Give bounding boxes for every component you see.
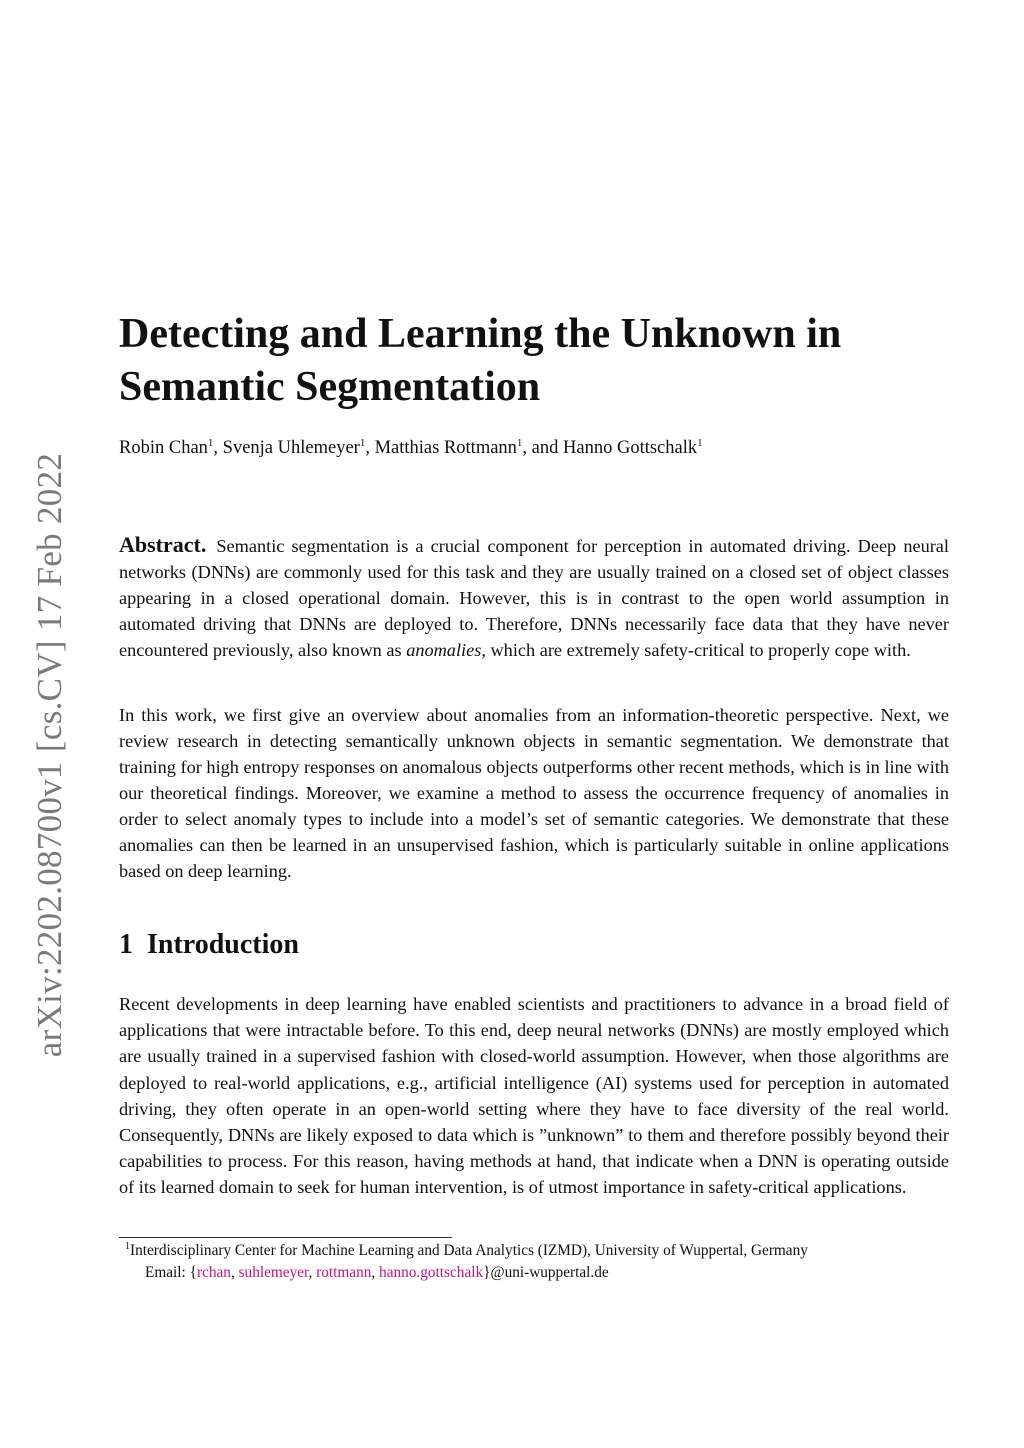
section-heading-introduction — [119, 927, 299, 963]
footnote — [125, 1240, 949, 1284]
footnote-affiliation: $^1$Interdisciplinary Center for Machine Learning and Data Analytics (IZMD), University of Wuppertal, Germany — [125, 1241, 808, 1259]
footnote-emails: Email: {rchan, suhlemeyer, rottmann, hanno.gottschalk}@uni-wuppertal.de — [145, 1264, 609, 1281]
abstract-paragraph-2: In this work, we first give an overview about anomalies from an information-theoretic perspective. Next, we review research in detecting semantically unknown objects in semantic segmentation. We demonstrate that training for high entropy responses on anomalous objects outperforms other recent methods, which is in line with our theoretical findings. Moreover, we examine a method to assess the occurrence frequency of anomalies in order to select anomaly types to include into a model’s set of semantic categories. We demonstrate that these anomalies can then be learned in an unsupervised fashion, which is particularly suitable in online applications based on deep learning. — [119, 705, 949, 881]
abstract-label: Abstract. — [119, 532, 207, 557]
author: Svenja Uhlemeyer$^1$ — [222, 437, 366, 458]
email-link-suhlemeyer[interactable]: suhlemeyer — [238, 1264, 309, 1281]
intro-paragraph: Recent developments in deep learning have enabled scientists and practitioners to advance in a broad field of applications that were intractable before. To this end, deep neural networks (DNNs) are mostly employed which are usually trained in a supervised fashion with closed-world assumption. However, when those algorithms are deployed to real-world applications, e.g., artificial intelligence (AI) systems used for perception in automated driving, they often operate in an open-world setting where they have to face diversity of the real world. Consequently, DNNs are likely exposed to data which is ”unknown” to them and therefore possibly beyond their capabilities to process. For this reason, having methods at hand, that indicate when a DNN is operating outside of its learned domain to seek for human intervention, is of utmost importance in safety-critical applications. — [119, 994, 949, 1198]
arxiv-identifier: arXiv:2202.08700v1 [cs.CV] 17 Feb 2022 — [30, 452, 69, 1058]
arxiv-sidebar — [28, 450, 72, 1060]
author-list: Robin Chan$^1$, Svenja Uhlemeyer$^1$, Matthias Rottmann$^1$, and Hanno Gottschalk$^1$ — [119, 437, 703, 458]
paper-title — [119, 308, 949, 414]
emphasis-anomalies: anomalies — [406, 640, 482, 660]
author: Hanno Gottschalk$^1$ — [563, 437, 703, 458]
section-number: 1 — [119, 929, 133, 960]
email-link-gottschalk[interactable]: hanno.gottschalk — [379, 1264, 484, 1281]
author: Robin Chan$^1$ — [119, 437, 214, 458]
section-title: Introduction — [147, 929, 299, 960]
footnote-rule — [119, 1237, 452, 1238]
email-link-rottmann[interactable]: rottmann — [316, 1264, 372, 1281]
author: Matthias Rottmann$^1$ — [374, 437, 523, 458]
abstract-paragraph-1: Abstract. Semantic segmentation is a crucial component for perception in automated driving. Deep neural networks (DNNs) are commonly used for this task and they are usually trained on a closed set of object classes appearing in a closed operational domain. However, this is in contrast to the open world assumption in automated driving that DNNs are deployed to. Therefore, DNNs necessarily face data that they have never encountered previously, also known as anomalies, which are extremely safety-critical to properly cope with. — [119, 532, 949, 660]
title-line-2: Semantic Segmentation — [119, 364, 541, 410]
email-link-rchan[interactable]: rchan — [196, 1264, 231, 1281]
title-line-1: Detecting and Learning the Unknown in — [119, 311, 842, 357]
